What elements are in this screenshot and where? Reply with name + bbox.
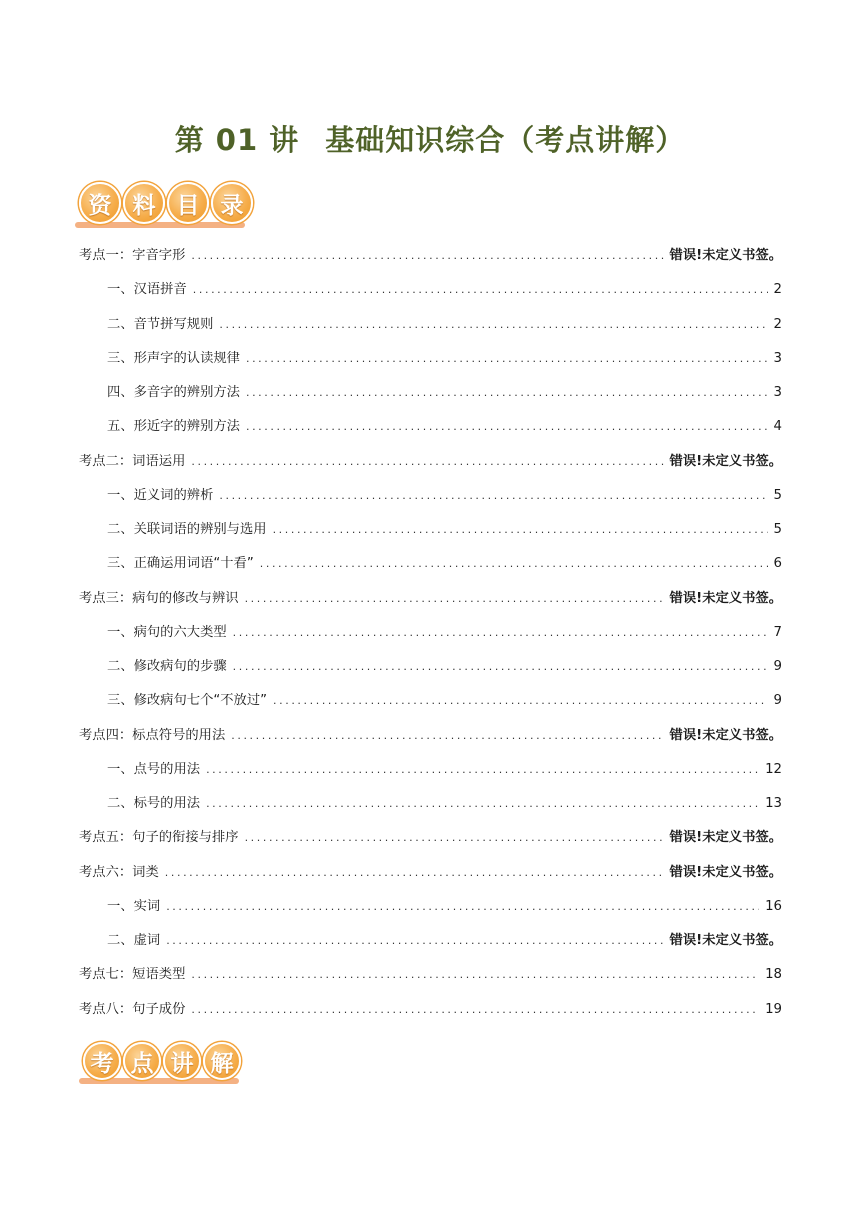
toc-leader-dots: [245, 589, 664, 609]
toc-entry-page: 18: [765, 967, 782, 983]
toc-entry-label: 三、形声字的认读规律: [107, 350, 240, 366]
toc-leader-dots: [273, 520, 768, 540]
toc-entry[interactable]: [79, 897, 782, 931]
toc-leader-dots: [165, 863, 664, 883]
toc-leader-dots: [191, 246, 663, 266]
toc-entry-page: 6: [773, 556, 782, 572]
toc-entry-label: 二、虚词: [107, 933, 161, 948]
page-title: [0, 118, 860, 159]
toc-entry-label: 五、形近字的辨别方法: [107, 419, 240, 435]
toc-section-badge: [79, 182, 255, 224]
toc-leader-dots: [246, 383, 768, 403]
toc-leader-dots: [260, 554, 768, 574]
toc-leader-dots: [233, 623, 768, 643]
toc-entry-label: 二、音节拼写规则: [107, 316, 214, 332]
toc-entry[interactable]: [79, 691, 782, 725]
toc-entry[interactable]: [79, 931, 782, 965]
toc-leader-dots: [233, 657, 768, 677]
toc-entry-label: 考点六：词类: [79, 864, 159, 880]
toc-entry[interactable]: [79, 965, 782, 999]
toc-entry[interactable]: [79, 863, 782, 897]
toc-entry[interactable]: [79, 246, 782, 280]
toc-entry-page: 9: [773, 693, 782, 709]
badge-char: 解: [203, 1042, 241, 1080]
lecture-number: 第 01 讲: [174, 123, 300, 157]
toc-entry[interactable]: [79, 417, 782, 451]
toc-leader-dots: [166, 897, 759, 917]
toc-entry-page: 错误!未定义书签。: [669, 453, 782, 469]
toc-entry-page: 错误!未定义书签。: [669, 830, 782, 846]
toc-entry[interactable]: [79, 794, 782, 828]
toc-entry-label: 二、修改病句的步骤: [107, 659, 227, 674]
toc-leader-dots: [219, 486, 767, 506]
toc-entry-page: 错误!未定义书签。: [669, 864, 782, 880]
toc-leader-dots: [219, 315, 767, 335]
toc-entry[interactable]: [79, 383, 782, 417]
toc-entry[interactable]: [79, 1000, 782, 1034]
toc-entry-label: 考点一：字音字形: [79, 248, 186, 263]
toc-leader-dots: [245, 828, 664, 848]
toc-entry-page: 9: [773, 659, 782, 674]
toc-entry-label: 一、实词: [107, 898, 161, 914]
toc-entry-label: 考点七：短语类型: [79, 967, 186, 983]
toc-entry-label: 二、标号的用法: [107, 796, 201, 811]
toc-entry-page: 13: [765, 796, 782, 811]
toc-entry-label: 考点三：病句的修改与辨识: [79, 590, 239, 606]
toc-entry-page: 3: [773, 385, 782, 400]
toc-entry-page: 错误!未定义书签。: [669, 727, 782, 743]
toc-entry-label: 考点二：词语运用: [79, 453, 186, 469]
toc-leader-dots: [191, 452, 663, 472]
badge-char: 目: [167, 182, 209, 224]
toc-entry[interactable]: [79, 657, 782, 691]
badge-char: 考: [83, 1042, 121, 1080]
toc-leader-dots: [191, 965, 759, 985]
toc-entry-page: 7: [773, 624, 782, 640]
toc-leader-dots: [206, 794, 759, 814]
toc-entry-label: 一、近义词的辨析: [107, 487, 214, 503]
toc-entry-page: 19: [765, 1001, 782, 1017]
toc-entry-page: 4: [773, 419, 782, 435]
badge-char: 录: [211, 182, 253, 224]
toc-entry-label: 一、点号的用法: [107, 761, 201, 777]
toc-entry-page: 12: [765, 761, 782, 777]
toc-leader-dots: [193, 280, 768, 300]
toc-leader-dots: [191, 1000, 759, 1020]
toc-entry-label: 二、关联词语的辨别与选用: [107, 522, 267, 537]
toc-entry[interactable]: [79, 452, 782, 486]
toc-entry[interactable]: [79, 589, 782, 623]
toc-entry[interactable]: [79, 554, 782, 588]
toc-entry[interactable]: [79, 760, 782, 794]
toc-entry[interactable]: [79, 726, 782, 760]
badge-char: 点: [123, 1042, 161, 1080]
toc-entry-page: 16: [765, 898, 782, 914]
toc-entry-page: 错误!未定义书签。: [669, 933, 782, 948]
toc-entry[interactable]: [79, 520, 782, 554]
toc-entry-label: 考点八：句子成份: [79, 1001, 186, 1017]
toc-leader-dots: [246, 417, 768, 437]
toc-entry-page: 3: [773, 350, 782, 366]
toc-entry-label: 一、汉语拼音: [107, 282, 187, 298]
toc-entry-label: 三、修改病句七个“不放过”: [107, 693, 268, 709]
lecture-section-badge: [83, 1042, 243, 1080]
toc-entry-label: 一、病句的六大类型: [107, 624, 227, 640]
badge-char: 资: [79, 182, 121, 224]
toc-leader-dots: [166, 931, 663, 951]
toc-entry-page: 2: [773, 282, 782, 298]
toc-entry-page: 5: [773, 522, 782, 537]
table-of-contents: [79, 246, 782, 1034]
toc-leader-dots: [246, 349, 768, 369]
toc-leader-dots: [273, 691, 767, 711]
toc-entry-label: 三、正确运用词语“十看”: [107, 556, 254, 572]
toc-entry-page: 错误!未定义书签。: [669, 590, 782, 606]
toc-entry[interactable]: [79, 623, 782, 657]
toc-entry[interactable]: [79, 486, 782, 520]
badge-char: 讲: [163, 1042, 201, 1080]
toc-entry-page: 5: [773, 487, 782, 503]
badge-char: 料: [123, 182, 165, 224]
toc-entry-page: 错误!未定义书签。: [669, 248, 782, 263]
toc-leader-dots: [206, 760, 759, 780]
toc-entry[interactable]: [79, 828, 782, 862]
toc-entry-label: 考点五：句子的衔接与排序: [79, 830, 239, 846]
toc-entry[interactable]: [79, 315, 782, 349]
toc-entry-label: 考点四：标点符号的用法: [79, 727, 226, 743]
toc-entry-label: 四、多音字的辨别方法: [107, 385, 240, 400]
toc-entry[interactable]: [79, 280, 782, 314]
toc-entry-page: 2: [773, 316, 782, 332]
lecture-topic: 基础知识综合（考点讲解）: [325, 123, 686, 157]
toc-entry[interactable]: [79, 349, 782, 383]
toc-leader-dots: [231, 726, 663, 746]
